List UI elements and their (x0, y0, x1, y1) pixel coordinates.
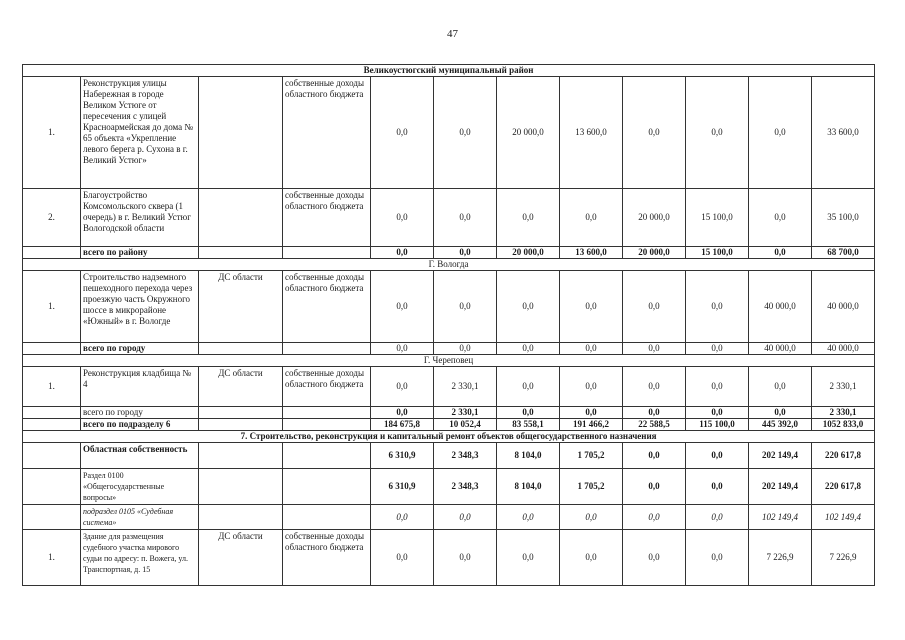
row-number: 2. (23, 189, 81, 247)
total-value: 0,0 (749, 247, 812, 259)
value-cell: 2 348,3 (434, 443, 497, 469)
object-description: Реконструкция улицы Набережная в городе Великом Устюге от пересечения с улицей Красноармейская до дома № 65 объекта «Укрепление левого берега р. Сухона в г. Великий Устюг» (81, 77, 199, 189)
value-cell: 0,0 (560, 530, 623, 586)
object-description: Здание для размещения судебного участка мирового судьи по адресу: п. Вожега, ул. Транспортная, д. 15 (81, 530, 199, 586)
executor: ДС области (199, 271, 283, 343)
city-total-row (23, 407, 875, 419)
budget-subsection-row (23, 505, 875, 530)
value-cell: 1 705,2 (560, 469, 623, 505)
value-cell: 0,0 (497, 530, 560, 586)
value-cell: 0,0 (434, 77, 497, 189)
value-cell: 7 226,9 (749, 530, 812, 586)
page-number: 47 (447, 28, 458, 40)
total-value: 0,0 (497, 407, 560, 419)
subsection-total-row (23, 419, 875, 431)
total-value: 0,0 (434, 247, 497, 259)
total-value: 115 100,0 (686, 419, 749, 431)
section-title: Г. Вологда (23, 259, 875, 271)
value-cell: 20 000,0 (623, 189, 686, 247)
value-cell: 0,0 (623, 505, 686, 530)
value-cell: 0,0 (371, 271, 434, 343)
executor: ДС области (199, 530, 283, 586)
value-cell: 20 000,0 (497, 77, 560, 189)
value-cell: 0,0 (686, 505, 749, 530)
total-value: 40 000,0 (812, 343, 875, 355)
value-cell: 0,0 (623, 469, 686, 505)
executor (199, 189, 283, 247)
value-cell: 15 100,0 (686, 189, 749, 247)
row-label: подраздел 0105 «Судебная система» (81, 505, 199, 530)
value-cell: 7 226,9 (812, 530, 875, 586)
total-value: 0,0 (560, 343, 623, 355)
total-value: 13 600,0 (560, 247, 623, 259)
total-value: 83 558,1 (497, 419, 560, 431)
value-cell: 0,0 (497, 271, 560, 343)
value-cell: 0,0 (434, 189, 497, 247)
value-cell: 6 310,9 (371, 443, 434, 469)
value-cell: 0,0 (686, 469, 749, 505)
object-description: Благоустройство Комсомольского сквера (1 очередь) в г. Великий Устюг Вологодской области (81, 189, 199, 247)
value-cell: 0,0 (371, 505, 434, 530)
value-cell: 0,0 (560, 367, 623, 407)
funding-source: собственные доходы областного бюджета (283, 189, 371, 247)
value-cell: 0,0 (686, 271, 749, 343)
value-cell: 0,0 (623, 367, 686, 407)
total-value: 10 052,4 (434, 419, 497, 431)
total-value: 40 000,0 (749, 343, 812, 355)
total-value: 0,0 (371, 247, 434, 259)
total-value: 445 392,0 (749, 419, 812, 431)
value-cell: 102 149,4 (749, 505, 812, 530)
total-value: 0,0 (623, 407, 686, 419)
row-number: 1. (23, 77, 81, 189)
total-value: 184 675,8 (371, 419, 434, 431)
total-value: 191 466,2 (560, 419, 623, 431)
city-total-row (23, 343, 875, 355)
total-value: 68 700,0 (812, 247, 875, 259)
budget-table (22, 64, 875, 586)
value-cell: 2 330,1 (812, 367, 875, 407)
value-cell: 40 000,0 (812, 271, 875, 343)
section-title: 7. Строительство, реконструкция и капитальный ремонт объектов общегосударственного назначения (23, 431, 875, 443)
section-header-vologda (23, 259, 875, 271)
total-label: всего по подразделу 6 (81, 419, 199, 431)
section-header-cherepovets (23, 355, 875, 367)
total-value: 2 330,1 (812, 407, 875, 419)
value-cell: 1 705,2 (560, 443, 623, 469)
value-cell: 0,0 (371, 189, 434, 247)
funding-source: собственные доходы областного бюджета (283, 367, 371, 407)
value-cell: 0,0 (560, 271, 623, 343)
section-title: Великоустюгский муниципальный район (23, 65, 875, 77)
total-value: 15 100,0 (686, 247, 749, 259)
total-value: 0,0 (686, 343, 749, 355)
value-cell: 2 330,1 (434, 367, 497, 407)
value-cell: 0,0 (623, 77, 686, 189)
value-cell: 0,0 (686, 77, 749, 189)
section-title: Г. Череповец (23, 355, 875, 367)
total-value: 0,0 (749, 407, 812, 419)
value-cell: 0,0 (371, 530, 434, 586)
total-value: 20 000,0 (623, 247, 686, 259)
budget-section-row (23, 469, 875, 505)
value-cell: 102 149,4 (812, 505, 875, 530)
value-cell: 8 104,0 (497, 469, 560, 505)
value-cell: 0,0 (497, 367, 560, 407)
value-cell: 0,0 (749, 77, 812, 189)
value-cell: 13 600,0 (560, 77, 623, 189)
table-row (23, 189, 875, 247)
total-value: 0,0 (497, 343, 560, 355)
value-cell: 33 600,0 (812, 77, 875, 189)
value-cell: 0,0 (749, 367, 812, 407)
table-row (23, 367, 875, 407)
value-cell: 6 310,9 (371, 469, 434, 505)
total-value: 0,0 (686, 407, 749, 419)
value-cell: 0,0 (623, 530, 686, 586)
regional-property-row (23, 443, 875, 469)
total-value: 0,0 (623, 343, 686, 355)
funding-source: собственные доходы областного бюджета (283, 77, 371, 189)
total-value: 20 000,0 (497, 247, 560, 259)
row-label: Областная собственность (81, 443, 199, 469)
value-cell: 220 617,8 (812, 443, 875, 469)
value-cell: 202 149,4 (749, 443, 812, 469)
total-value: 0,0 (371, 407, 434, 419)
value-cell: 8 104,0 (497, 443, 560, 469)
value-cell: 0,0 (686, 443, 749, 469)
value-cell: 2 348,3 (434, 469, 497, 505)
row-number: 1. (23, 367, 81, 407)
total-value: 0,0 (434, 343, 497, 355)
value-cell: 0,0 (686, 530, 749, 586)
row-number: 1. (23, 271, 81, 343)
total-value: 2 330,1 (434, 407, 497, 419)
district-total-row (23, 247, 875, 259)
object-description: Реконструкция кладбища № 4 (81, 367, 199, 407)
table-row (23, 77, 875, 189)
value-cell: 0,0 (749, 189, 812, 247)
table-row (23, 271, 875, 343)
value-cell: 0,0 (560, 189, 623, 247)
row-label: Раздел 0100 «Общегосударственные вопросы» (81, 469, 199, 505)
value-cell: 0,0 (371, 77, 434, 189)
value-cell: 0,0 (434, 530, 497, 586)
value-cell: 0,0 (434, 505, 497, 530)
total-label: всего по городу (81, 407, 199, 419)
value-cell: 0,0 (371, 367, 434, 407)
funding-source: собственные доходы областного бюджета (283, 271, 371, 343)
total-value: 0,0 (371, 343, 434, 355)
total-label: всего по району (81, 247, 199, 259)
value-cell: 0,0 (623, 443, 686, 469)
section-header-velikoustyug (23, 65, 875, 77)
value-cell: 0,0 (434, 271, 497, 343)
value-cell: 202 149,4 (749, 469, 812, 505)
total-value: 22 588,5 (623, 419, 686, 431)
executor (199, 77, 283, 189)
row-number: 1. (23, 530, 81, 586)
value-cell: 220 617,8 (812, 469, 875, 505)
funding-source: собственные доходы областного бюджета (283, 530, 371, 586)
total-label: всего по городу (81, 343, 199, 355)
executor: ДС области (199, 367, 283, 407)
value-cell: 0,0 (560, 505, 623, 530)
value-cell: 35 100,0 (812, 189, 875, 247)
value-cell: 40 000,0 (749, 271, 812, 343)
section-header-7 (23, 431, 875, 443)
table-row (23, 530, 875, 586)
value-cell: 0,0 (497, 189, 560, 247)
value-cell: 0,0 (686, 367, 749, 407)
value-cell: 0,0 (497, 505, 560, 530)
total-value: 1052 833,0 (812, 419, 875, 431)
total-value: 0,0 (560, 407, 623, 419)
value-cell: 0,0 (623, 271, 686, 343)
object-description: Строительство надземного пешеходного перехода через проезжую часть Окружного шоссе в микрорайоне «Южный» в г. Вологде (81, 271, 199, 343)
